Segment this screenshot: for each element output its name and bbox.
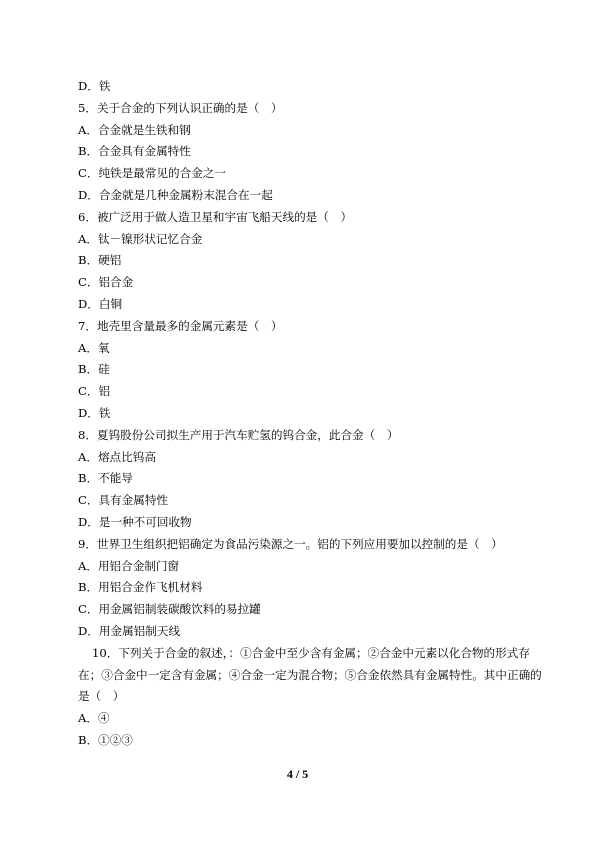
question-8: 8．夏钨股份公司拟生产用于汽车贮氢的钨合金，此合金（ ） [78, 427, 399, 442]
option-b-q8: B．不能导 [78, 471, 133, 486]
option-a-q5: A．合金就是生铁和钢 [78, 122, 191, 137]
option-c-q7: C．铝 [78, 384, 111, 399]
question-10-line-3: 是（ ） [78, 689, 125, 704]
question-6: 6．被广泛用于做人造卫星和宇宙飞船天线的是（ ） [78, 209, 353, 224]
option-b-q9: B．用铝合金作飞机材料 [78, 580, 203, 595]
option-c-q9: C．用金属铝制装碳酸饮料的易拉罐 [78, 602, 261, 617]
option-c-q8: C．具有金属特性 [78, 493, 169, 508]
question-7: 7．地壳里含量最多的金属元素是（ ） [78, 318, 283, 333]
option-a-q6: A．钛－镍形状记忆合金 [78, 231, 203, 246]
option-c-q5: C．纯铁是最常见的合金之一 [78, 166, 226, 181]
option-b-q7: B．硅 [78, 362, 110, 377]
option-a-q7: A．氧 [78, 340, 110, 355]
option-d-q8: D．是一种不可回收物 [78, 514, 192, 529]
option-b-q5: B．合金具有金属特性 [78, 144, 191, 159]
option-d-q5: D．合金就是几种金属粉末混合在一起 [78, 187, 273, 202]
page-number: 4 / 5 [286, 767, 309, 781]
question-10-line-1: 10．下列关于合金的叙述，：①合金中至少含有金属；②合金中元素以化合物的形式存 [92, 645, 530, 660]
option-b-q6: B．硬铝 [78, 253, 122, 268]
option-d-q9: D．用金属铝制天线 [78, 623, 181, 638]
option-a-q10: A．④ [78, 711, 110, 726]
question-10-line-2: 在；③合金中一定含有金属；④合金一定为混合物；⑤合金依然具有金属特性。其中正确的 [78, 667, 542, 682]
option-a-q9: A．用铝合金制门窗 [78, 558, 180, 573]
question-content [78, 76, 542, 752]
option-d-q7: D．铁 [78, 405, 111, 420]
option-d-q6: D．白铜 [78, 296, 123, 311]
question-5: 5．关于合金的下列认识正确的是（ ） [78, 100, 283, 115]
question-9: 9．世界卫生组织把铝确定为食品污染源之一。铝的下列应用要加以控制的是（ ） [78, 536, 503, 551]
option-d-q4: D．铁 [78, 79, 111, 93]
option-c-q6: C．铝合金 [78, 275, 134, 290]
option-b-q10: B．①②③ [78, 732, 133, 747]
option-a-q8: A．熔点比钨高 [78, 449, 156, 464]
